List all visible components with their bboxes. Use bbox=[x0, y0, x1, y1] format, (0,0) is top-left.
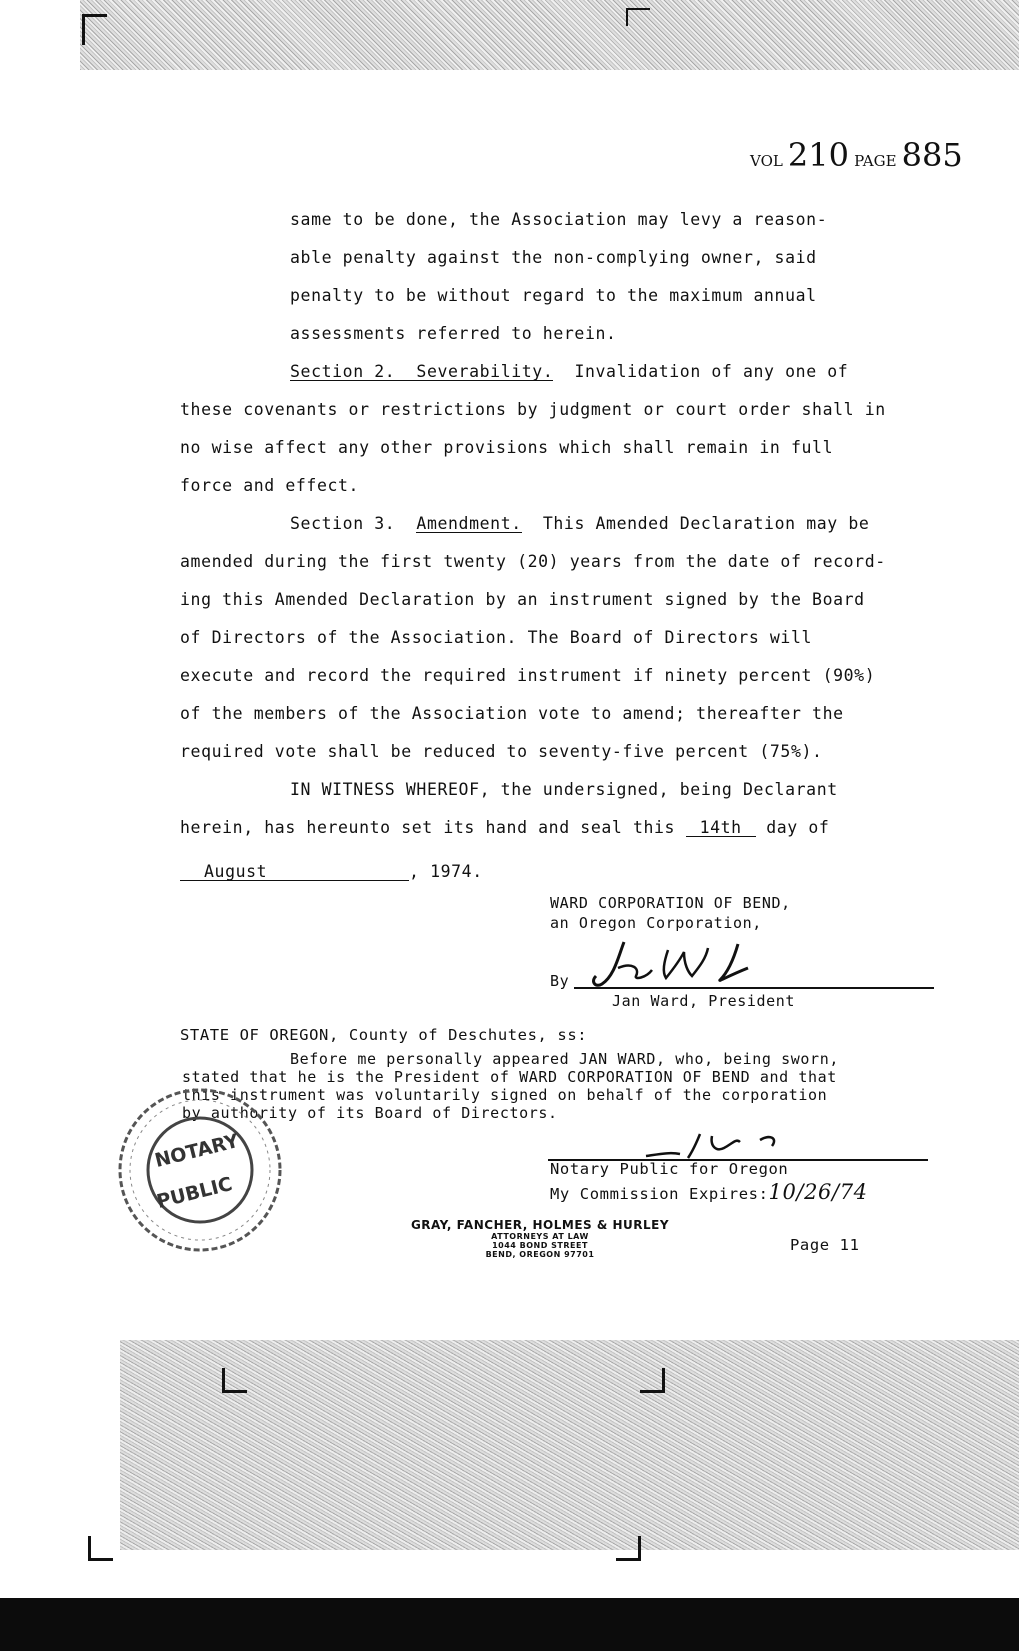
body-line: able penalty against the non-complying owner, said bbox=[290, 248, 817, 267]
body-line: force and effect. bbox=[180, 476, 360, 495]
corporation-name: WARD CORPORATION OF BEND, bbox=[550, 894, 791, 912]
section-2-heading bbox=[290, 362, 848, 381]
crop-mark-icon bbox=[640, 1368, 665, 1393]
body-line: no wise affect any other provisions which shall remain in full bbox=[180, 438, 834, 457]
vol-number: 210 bbox=[787, 136, 849, 174]
notary-line: this instrument was voluntarily signed on behalf of the corporation bbox=[182, 1086, 828, 1104]
section-3-label: Section 3. bbox=[290, 514, 396, 533]
body-line: penalty to be without regard to the maximum annual bbox=[290, 286, 817, 305]
section-3-title: Amendment. bbox=[416, 514, 522, 533]
body-line: execute and record the required instrument if ninety percent (90%) bbox=[180, 666, 876, 685]
body-line: required vote shall be reduced to seventy-five percent (75%). bbox=[180, 742, 823, 761]
seal-bottom-text: PUBLIC bbox=[154, 1173, 235, 1213]
page-label: PAGE bbox=[854, 152, 897, 170]
signature-icon bbox=[588, 938, 788, 998]
firm-subtitle: ATTORNEYS AT LAW bbox=[491, 1232, 589, 1241]
by-label: By bbox=[550, 972, 570, 990]
witness-year: , 1974. bbox=[409, 862, 483, 881]
signature-line bbox=[574, 987, 934, 989]
section-3-heading bbox=[290, 514, 869, 533]
body-line: same to be done, the Association may levy a reason- bbox=[290, 210, 828, 229]
firm-name: GRAY, FANCHER, HOLMES & HURLEY bbox=[410, 1218, 670, 1232]
body-text: Invalidation of any one of bbox=[574, 362, 849, 381]
body-line: of Directors of the Association. The Board of Directors will bbox=[180, 628, 813, 647]
body-line: assessments referred to herein. bbox=[290, 324, 617, 343]
commission-date: 10/26/74 bbox=[768, 1180, 868, 1204]
notary-line: Before me personally appeared JAN WARD, who, being sworn, bbox=[290, 1050, 839, 1068]
body-line: IN WITNESS WHEREOF, the undersigned, being Declarant bbox=[290, 780, 838, 799]
section-2-label: Section 2. Severability. bbox=[290, 362, 554, 381]
crop-mark-icon bbox=[82, 14, 107, 45]
firm-street: 1044 BOND STREET bbox=[492, 1241, 588, 1250]
witness-line: herein, has hereunto set its hand and seal this 14th day of bbox=[180, 818, 830, 837]
notary-signature-icon bbox=[640, 1126, 840, 1160]
body-line: ing this Amended Declaration by an instrument signed by the Board bbox=[180, 590, 865, 609]
crop-mark-icon bbox=[222, 1368, 247, 1393]
witness-month: August bbox=[180, 863, 409, 881]
commission-line bbox=[550, 1180, 868, 1204]
notary-seal bbox=[112, 1082, 288, 1258]
witness-date-line bbox=[180, 862, 483, 881]
crop-mark-icon bbox=[616, 1536, 641, 1561]
scan-edge-band bbox=[0, 1598, 1019, 1651]
signer-name: Jan Ward, President bbox=[612, 992, 795, 1010]
body-line: these covenants or restrictions by judgment or court order shall in bbox=[180, 400, 886, 419]
firm-city: BEND, OREGON 97701 bbox=[485, 1250, 595, 1259]
seal-top-text: NOTARY bbox=[152, 1129, 241, 1173]
law-firm-block bbox=[380, 1218, 700, 1259]
scan-noise-top bbox=[80, 0, 1019, 70]
notary-public-label: Notary Public for Oregon bbox=[550, 1160, 789, 1178]
crop-mark-icon bbox=[626, 8, 650, 26]
vol-label: VOL bbox=[750, 152, 783, 170]
page-number: 885 bbox=[901, 136, 963, 174]
body-line: amended during the first twenty (20) years from the date of record- bbox=[180, 552, 886, 571]
body-line: of the members of the Association vote to amend; thereafter the bbox=[180, 704, 844, 723]
volume-page-stamp bbox=[750, 136, 963, 174]
notary-line: by authority of its Board of Directors. bbox=[182, 1104, 558, 1122]
scan-noise-bottom bbox=[120, 1340, 1019, 1550]
notary-venue: STATE OF OREGON, County of Deschutes, ss: bbox=[180, 1026, 588, 1044]
corporation-description: an Oregon Corporation, bbox=[550, 914, 762, 932]
body-text: This Amended Declaration may be bbox=[542, 514, 870, 533]
commission-label: My Commission Expires: bbox=[550, 1185, 769, 1203]
page-footer-number: Page 11 bbox=[790, 1236, 860, 1254]
crop-mark-icon bbox=[88, 1536, 113, 1561]
seal-ring-icon bbox=[112, 1082, 288, 1258]
notary-line: stated that he is the President of WARD CORPORATION OF BEND and that bbox=[182, 1068, 837, 1086]
witness-day: 14th bbox=[686, 819, 756, 837]
